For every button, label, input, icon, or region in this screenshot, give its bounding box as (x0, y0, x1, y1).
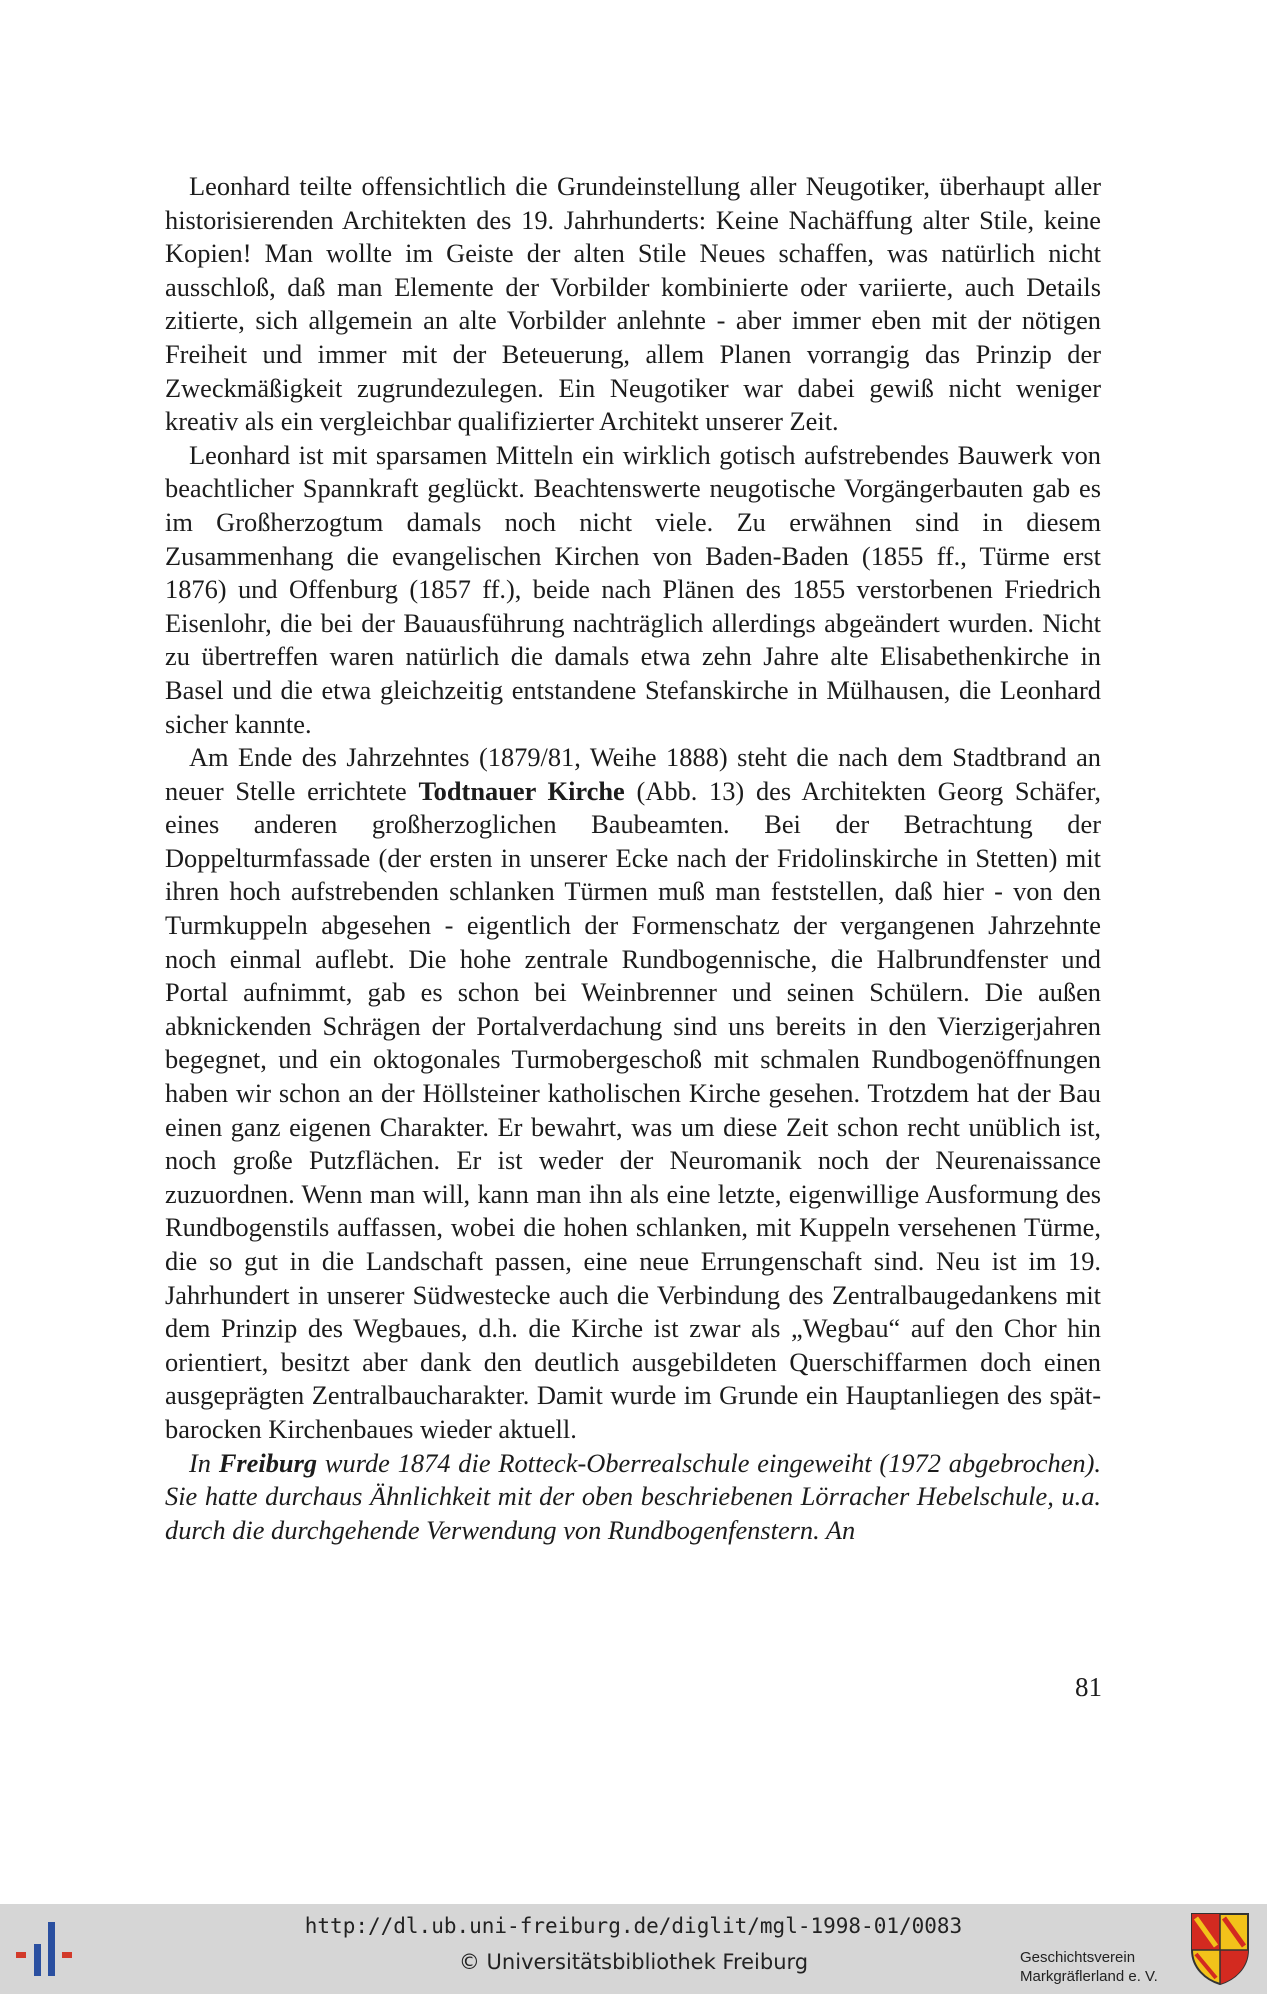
paragraph-3 (165, 741, 1101, 1446)
paragraph-1: Leonhard teilte offensichtlich die Grundeinstellung aller Neugotiker, überhaupt aller historisierenden Architekten des 19. Jahrhunderts: Keine Nachäffung alter Stile, keine Kopien! Man wollte im Geiste der alten Stile Neues schaffen, was natürlich nicht ausschloß, daß man Elemente der Vorbilder kombinierte oder variierte, auch Details zitierte, sich allgemein an alte Vorbilder anlehnte - aber immer eben mit der nötigen Freiheit und immer mit der Beteuerung, allem Planen vorrangig das Prinzip der Zweckmäßigkeit zugrundezulegen. Ein Neugotiker war dabei gewiß nicht weniger kreativ als ein vergleichbar qualifizierter Architekt unserer Zeit. (165, 171, 1101, 437)
freiburg-highlight: Freiburg (218, 1447, 318, 1478)
coat-of-arms-icon (1188, 1910, 1252, 1986)
paragraph-4 (165, 1447, 1101, 1548)
page-body (165, 170, 1101, 1547)
paragraph-4-text-start: In (189, 1447, 219, 1478)
paragraph-2: Leonhard ist mit sparsamen Mitteln ein wirklich gotisch aufstrebendes Bauwerk von beachtlicher Spannkraft geglückt. Beachtenswerte neugotische Vorgängerbauten gab es im Großherzogtum damals noch nicht viele. Zu erwähnen sind in diesem Zusammenhang die evangelischen Kirchen von Baden-Baden (1855 ff., Türme erst 1876) und Offenburg (1857 ff.), beide nach Plänen des 1855 verstorbenen Friedrich Eisenlohr, die bei der Bauausführung nachträglich allerdings abgeändert wurden. Nicht zu übertreffen waren natürlich die damals etwa zehn Jahre alte Elisabethenkirche in Basel und die etwa gleichzeitig entstandene Stefanskirche in Mülhausen, die Leonhard sicher kannte. (165, 439, 1101, 739)
society-name-line-1: Geschichtsverein (1020, 1949, 1136, 1966)
society-name-line-2: Markgräflerland e. V. (1020, 1968, 1158, 1985)
society-name (1020, 1948, 1180, 1986)
paragraph-3-text-start: Am Ende des Jahrzehntes (1879/81, Weihe 1888) steht die nach dem Stadtbrand an neuer Stelle errichtete (165, 742, 1101, 806)
footer-copyright: © Universitätsbibliothek Freiburg (458, 1950, 809, 1974)
paragraph-3-text-end: (Abb. 13) des Architekten Georg Schäfer, eines anderen großherzoglichen Baubeamten. Bei der Betrachtung der Doppelturmfassade (der ersten in unserer Ecke nach der Fridolinskirche in Stetten) mit ihren hoch aufstrebenden schlanken Türmen muß man feststellen, daß hier - von den Turmkuppeln abgesehen - eigentlich der Formenschatz der vergangenen Jahrzehnte noch einmal auflebt. Die hohe zentrale Rundbogennische, die Halbrundfenster und Portal aufnimmt, gab es schon bei Weinbrenner und seinen Schülern. Die außen abknickenden Schrägen der Portalverdachung sind uns bereits in den Vierzigerjahren begegnet, und ein oktogonales Turmobergeschoß mit schmalen Rundbogenöffnungen haben wir schon an der Höllsteiner katholischen Kirche gesehen. Trotzdem hat der Bau einen ganz eigenen Charakter. Er bewahrt, was um diese Zeit schon recht unüblich ist, noch große Putzflächen. Er ist weder der Neuromanik noch der Neurenaissance zuzuordnen. Wenn man will, kann man ihn als eine letzte, eigenwillige Ausformung des Rundbogenstils auffassen, wobei die hohen schlanken, mit Kuppeln versehenen Türme, die so gut in die Landschaft passen, eine neue Errungenschaft sind. Neu ist im 19. Jahrhundert in unserer Südwestecke auch die Verbindung des Zentralbaugedankens mit dem Prinzip des Wegbaues, d.h. die Kirche ist zwar als „Wegbau“ auf den Chor hin orientiert, besitzt aber dank den deutlich ausgebildeten Querschiffarmen doch einen ausgeprägten Zentralbaucharakter. Damit wurde im Grunde ein Hauptanliegen des spätbarocken Kirchenbaues wieder aktuell. (165, 775, 1102, 1444)
paragraph-4-text-end: wurde 1874 die Rotteck-Oberrealschule eingeweiht (1972 abgebrochen). Sie hatte durchaus Ähnlichkeit mit der oben beschriebenen Lörracher Hebelschule, u.a. durch die durchgehende Verwendung von Rundbogenfenstern. An (165, 1447, 1101, 1545)
todtnauer-kirche-highlight: Todtnauer Kirche (418, 775, 625, 806)
footer-url-link[interactable]: http://dl.ub.uni-freiburg.de/diglit/mgl-1998-01/0083 (304, 1914, 963, 1938)
footer-bar (0, 1904, 1267, 1994)
page-number: 81 (1075, 1672, 1102, 1702)
